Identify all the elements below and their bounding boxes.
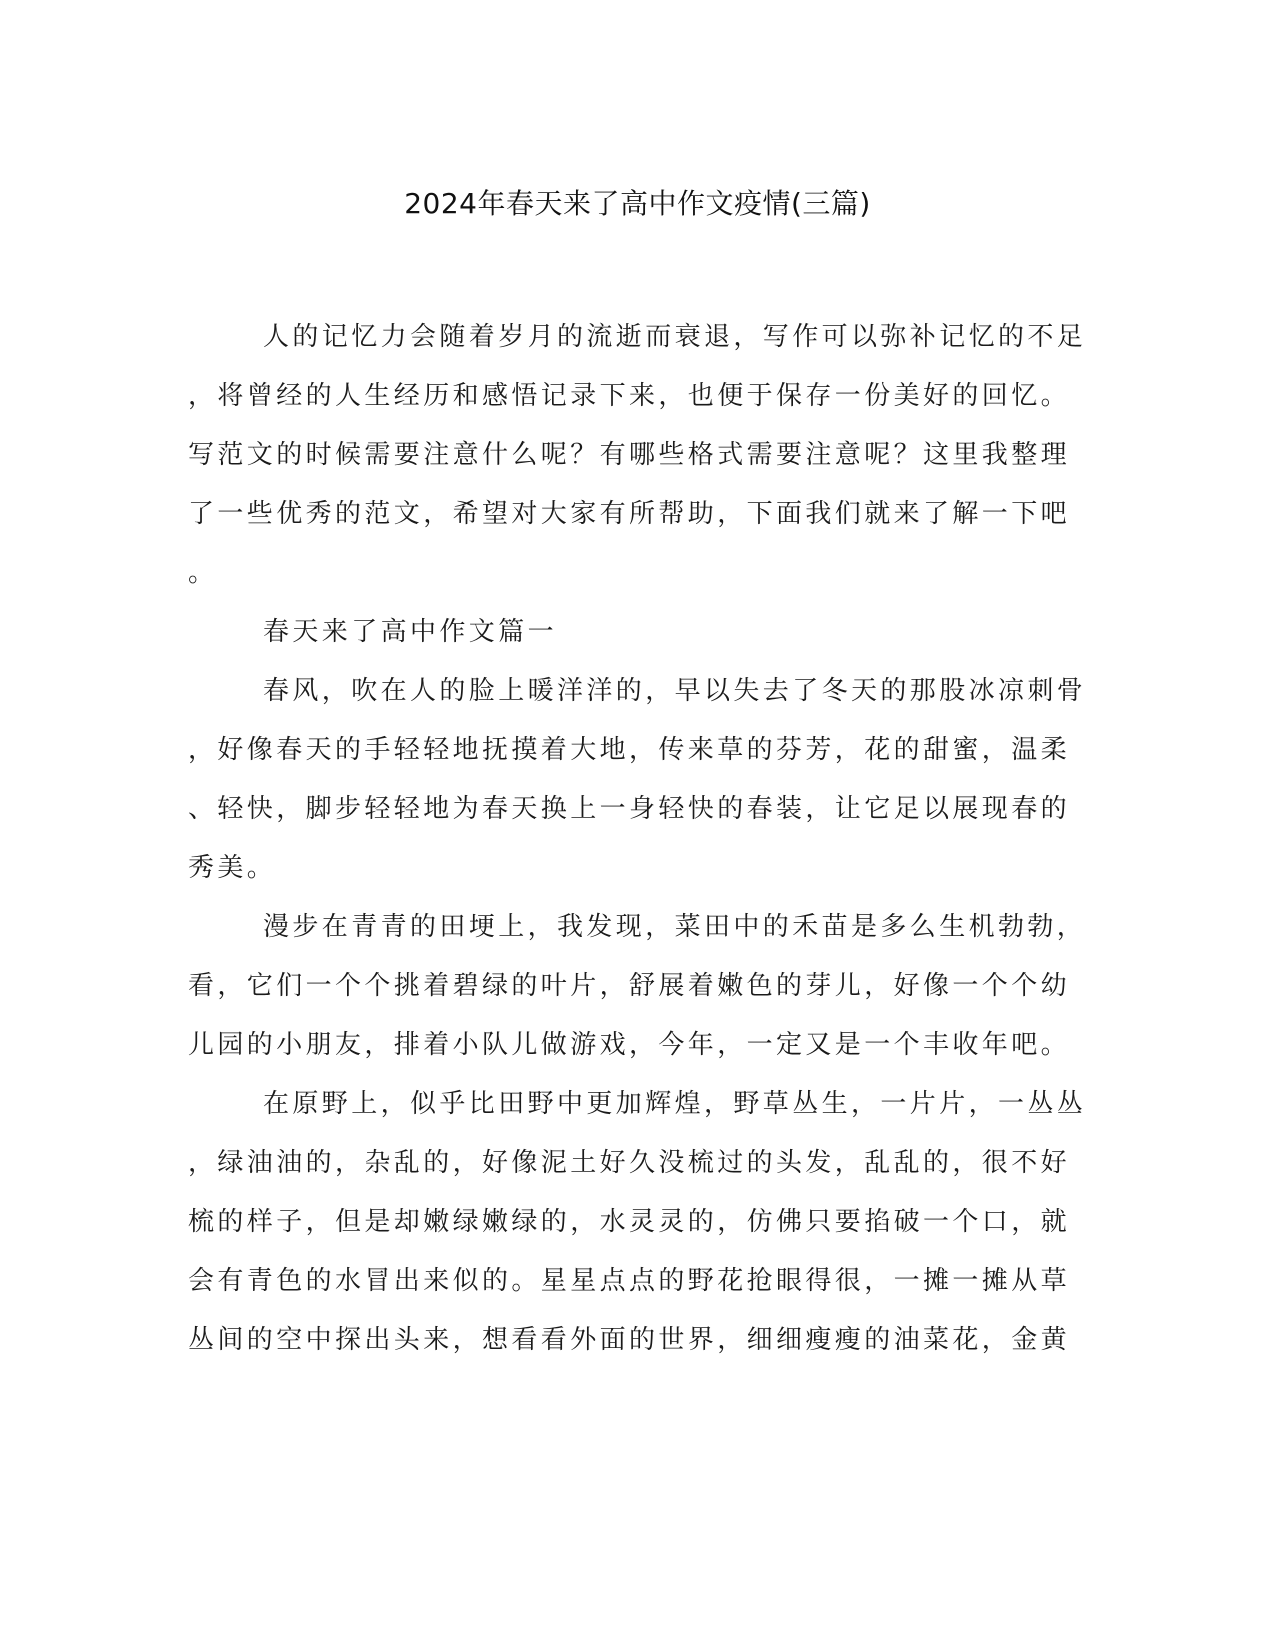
para3-line-2: ，绿油油的，杂乱的，好像泥土好久没梳过的头发，乱乱的，很不好: [188, 1148, 1071, 1178]
intro-line-3: 写范文的时候需要注意什么呢？有哪些格式需要注意呢？这里我整理: [188, 440, 1071, 470]
para3-line-3: 梳的样子，但是却嫩绿嫩绿的，水灵灵的，仿佛只要掐破一个口，就: [188, 1207, 1071, 1237]
document-title: 2024年春天来了高中作文疫情(三篇): [404, 187, 871, 220]
para3-line-1: 在原野上，似乎比田野中更加辉煌，野草丛生，一片片，一丛丛: [263, 1089, 1087, 1119]
para2-line-2: 看，它们一个个挑着碧绿的叶片，舒展着嫩色的芽儿，好像一个个幼: [188, 971, 1071, 1001]
para2-line-3: 儿园的小朋友，排着小队儿做游戏，今年，一定又是一个丰收年吧。: [188, 1030, 1071, 1060]
para2-line-1: 漫步在青青的田埂上，我发现，菜田中的禾苗是多么生机勃勃，: [263, 912, 1087, 942]
intro-line-1: 人的记忆力会随着岁月的流逝而衰退，写作可以弥补记忆的不足: [263, 322, 1087, 352]
para1-line-4: 秀美。: [188, 853, 277, 883]
para3-line-5: 丛间的空中探出头来，想看看外面的世界，细细瘦瘦的油菜花，金黄: [188, 1325, 1071, 1355]
section-heading: 春天来了高中作文篇一: [263, 617, 558, 647]
para1-line-3: 、轻快，脚步轻轻地为春天换上一身轻快的春装，让它足以展现春的: [188, 794, 1071, 824]
intro-line-4: 了一些优秀的范文，希望对大家有所帮助，下面我们就来了解一下吧: [188, 499, 1071, 529]
para1-line-2: ，好像春天的手轻轻地抚摸着大地，传来草的芬芳，花的甜蜜，温柔: [188, 735, 1071, 765]
intro-line-2: ，将曾经的人生经历和感悟记录下来，也便于保存一份美好的回忆。: [188, 381, 1071, 411]
intro-line-5: 。: [188, 558, 218, 588]
para1-line-1: 春风，吹在人的脸上暖洋洋的，早以失去了冬天的那股冰凉刺骨: [263, 676, 1087, 706]
para3-line-4: 会有青色的水冒出来似的。星星点点的野花抢眼得很，一摊一摊从草: [188, 1266, 1071, 1296]
